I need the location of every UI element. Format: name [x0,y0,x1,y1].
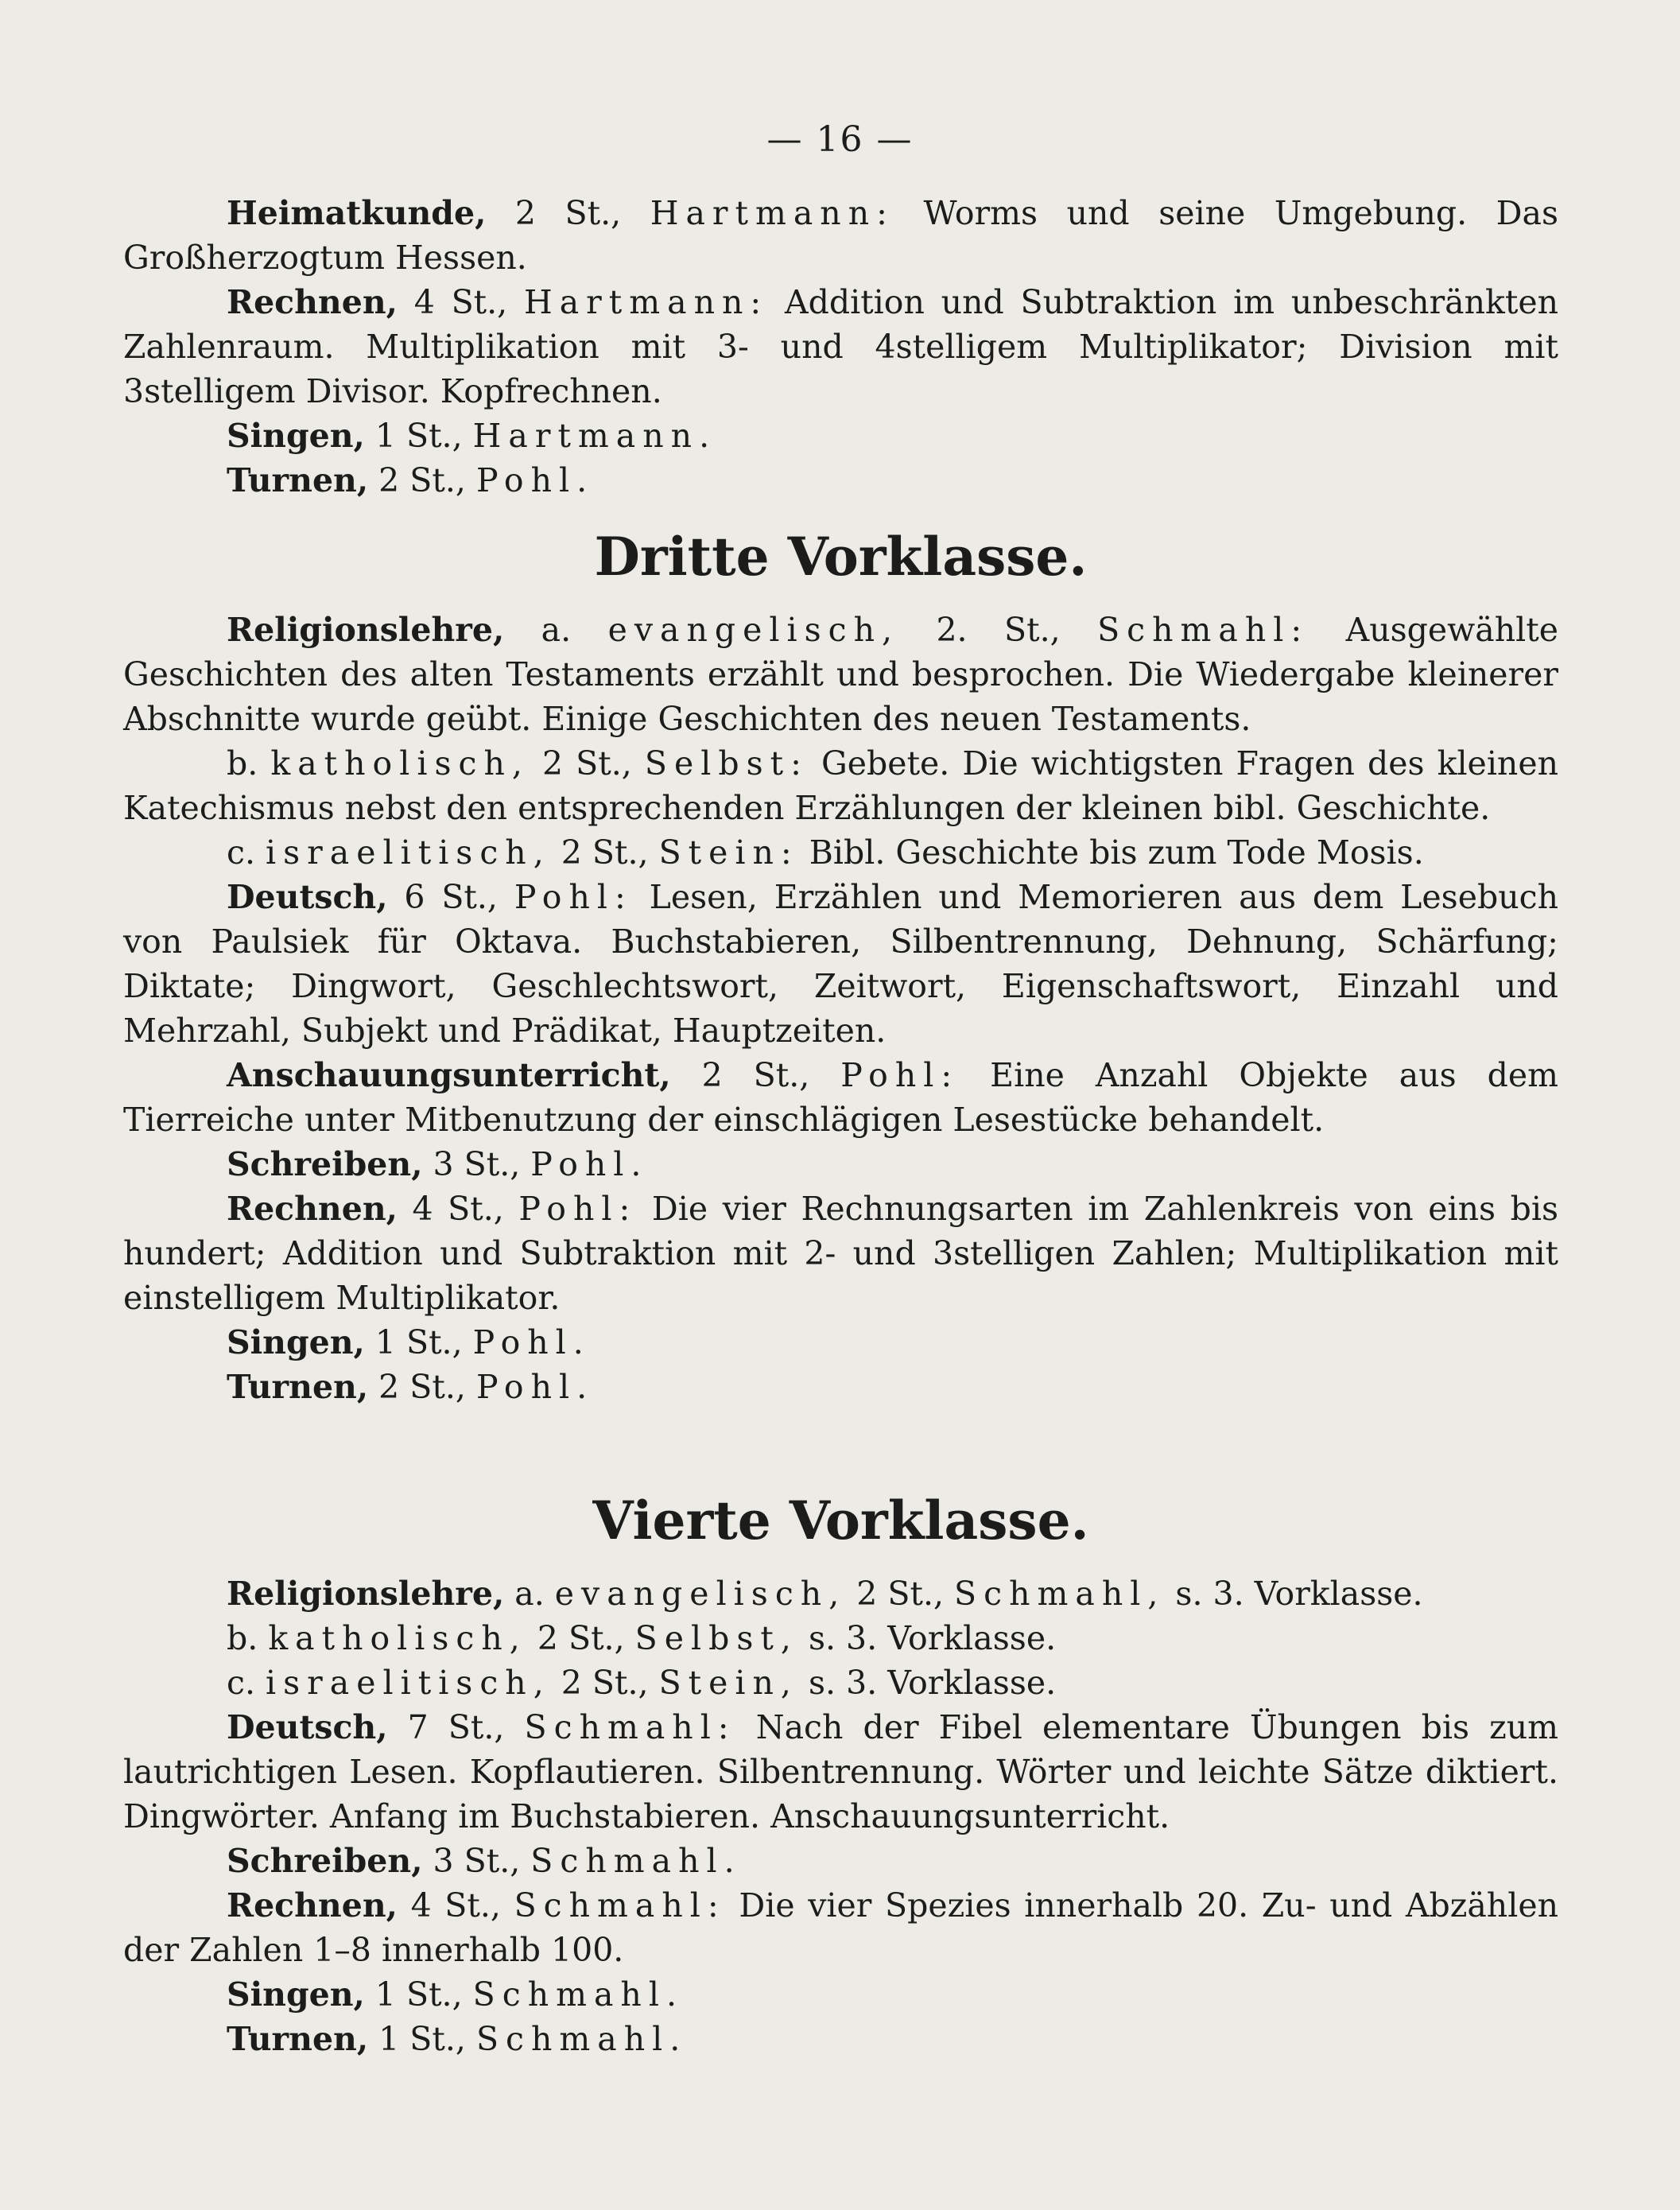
entry-religionslehre-a-4: Religionslehre, a. evangelisch, 2 St., Schmahl, s. 3. Vorklasse. [227,1575,1423,1613]
entry-rechnen-4: Rechnen, 4 St., Schmahl: Die vier Spezies innerhalb 20. Zu- und Abzählen der Zahlen 1–8 innerhalb 100. [123,1886,1558,1969]
entry-religionslehre-b: b. katholisch, 2 St., Selbst: Gebete. Die wichtigsten Fragen des kleinen Katechismus nebst den entsprechenden Erzählungen der kleinen bibl. Geschichte. [123,744,1559,827]
entry-religionslehre-b-4: b. katholisch, 2 St., Selbst, s. 3. Vorklasse. [227,1619,1057,1657]
entry-heimatkunde: Heimatkunde, 2 St., Hartmann: Worms und seine Umgebung. Das Großherzogtum Hessen. [123,194,1559,277]
section-heading-dritte-vorklasse: Dritte Vorklasse. [594,526,1088,588]
entry-turnen: Turnen, 2 St., Pohl. [227,461,595,499]
entry-singen-3: Singen, 1 St., Pohl. [227,1323,591,1361]
entry-schreiben: Schreiben, 3 St., Pohl. [227,1145,649,1183]
entry-religionslehre-c: c. israelitisch, 2 St., Stein: Bibl. Geschichte bis zum Tode Mosis. [227,833,1424,872]
entry-turnen-3: Turnen, 2 St., Pohl. [227,1368,595,1406]
entry-rechnen-3: Rechnen, 4 St., Pohl: Die vier Rechnungsarten im Zahlenkreis von eins bis hundert; Addition und Subtraktion mit 2- und 3stelligen Zahlen; Multiplikation mit einstelligem Multiplikator. [123,1190,1558,1317]
entry-deutsch-4: Deutsch, 7 St., Schmahl: Nach der Fibel elementare Übungen bis zum lautrichtigen Lesen. Kopflautieren. Silbentrennung. Wörter und leichte Sätze diktiert. Dingwörter. Anfang im Buchstabieren. Anschauungsunterricht. [123,1708,1558,1835]
page-content [123,191,1558,2061]
entry-rechnen: Rechnen, 4 St., Hartmann: Addition und Subtraktion im unbeschränkten Zahlenraum. Multiplikation mit 3- und 4stelligem Multiplikator; Division mit 3stelligem Divisor. Kopfrechnen. [123,283,1559,410]
entry-singen-4: Singen, 1 St., Schmahl. [227,1975,684,2014]
entry-religionslehre-c-4: c. israelitisch, 2 St., Stein, s. 3. Vorklasse. [227,1664,1057,1702]
entry-deutsch: Deutsch, 6 St., Pohl: Lesen, Erzählen und Memorieren aus dem Lesebuch von Paulsiek für Oktava. Buchstabieren, Silbentrennung, Dehnung, Schärfung; Diktate; Dingwort, Geschlechtswort, Zeitwort, Eigenschaftswort, Einzahl und Mehrzahl, Subjekt und Prädikat, Hauptzeiten. [123,878,1558,1050]
entry-singen: Singen, 1 St., Hartmann. [227,417,717,455]
page-number: — 16 — [766,119,914,160]
section-heading-vierte-vorklasse: Vierte Vorklasse. [592,1490,1089,1552]
entry-anschauungsunterricht: Anschauungsunterricht, 2 St., Pohl: Eine Anzahl Objekte aus dem Tierreiche unter Mitbenutzung der einschlägigen Lesestücke behandelt. [123,1056,1558,1139]
entry-turnen-4: Turnen, 1 St., Schmahl. [227,2020,688,2058]
entry-religionslehre-a: Religionslehre, a. evangelisch, 2. St., Schmahl: Ausgewählte Geschichten des alten Testaments erzählt und besprochen. Die Wiedergabe kleinerer Abschnitte wurde geübt. Einige Geschichten des neuen Testaments. [123,611,1558,738]
entry-schreiben-4: Schreiben, 3 St., Schmahl. [227,1842,742,1880]
